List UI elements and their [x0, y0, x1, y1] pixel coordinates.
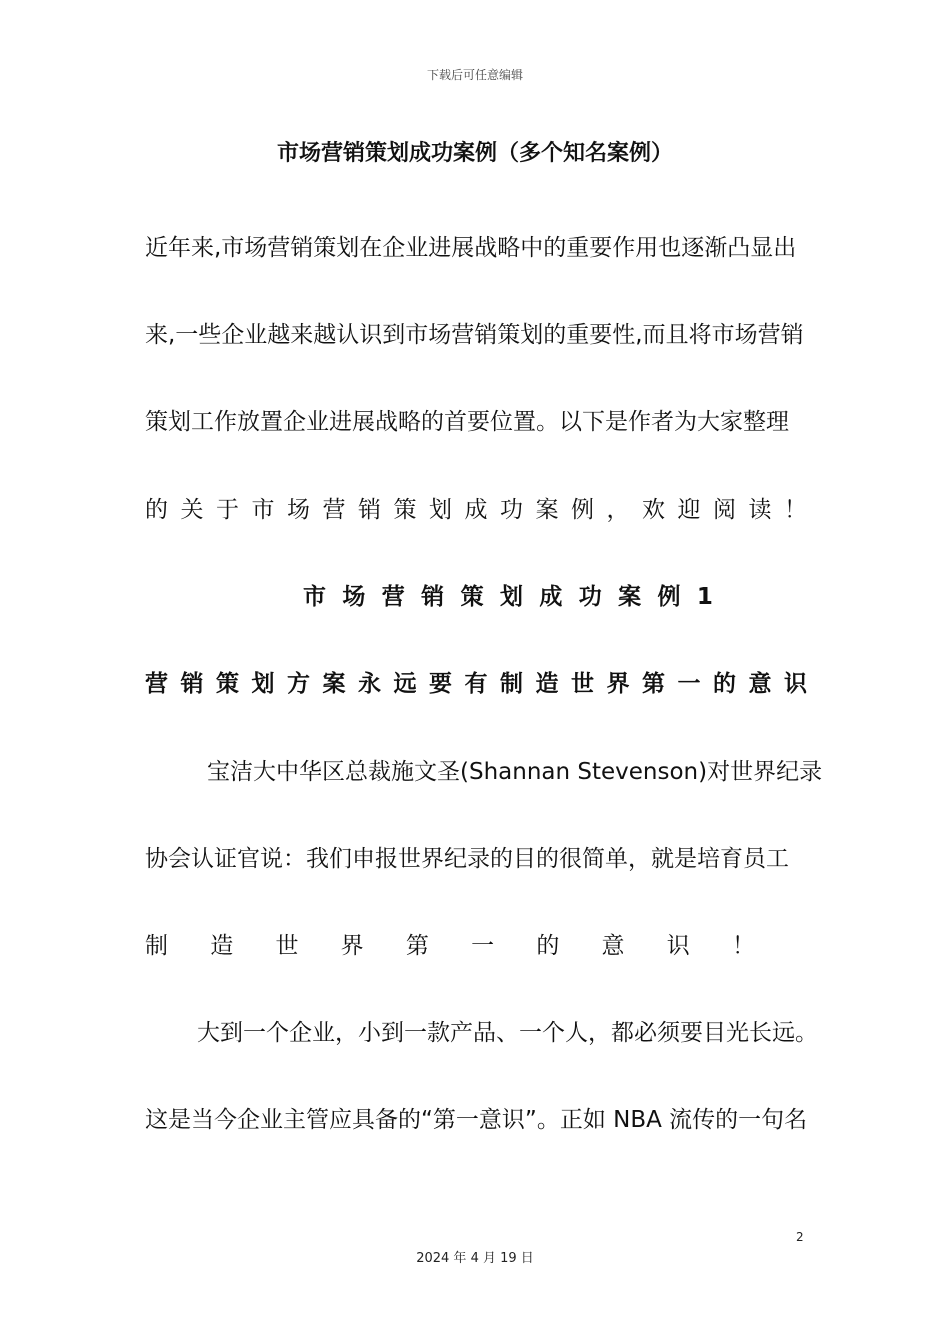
paragraph-1-line-1: 近年来,市场营销策划在企业进展战略中的重要作用也逐渐凸显出 [145, 235, 797, 261]
page-header: 下载后可任意编辑 [426, 68, 523, 82]
section-heading: 市 场 营 销 策 划 成 功 案 例 1 [303, 584, 713, 610]
paragraph-2-line-2: 协会认证官说：我们申报世界纪录的目的很简单，就是培育员工 [145, 846, 789, 872]
paragraph-3-line-1: 大到一个企业，小到一款产品、一个人，都必须要目光长远。 [197, 1020, 818, 1046]
paragraph-1-line-4: 的 关 于 市 场 营 销 策 划 成 功 案 例 ， 欢 迎 阅 读 ！ [145, 497, 807, 523]
paragraph-3-line-2: 这是当今企业主管应具备的“第一意识”。正如 NBA 流传的一句名 [145, 1107, 808, 1133]
paragraph-2-line-3: 制 造 世 界 第 一 的 意 识 ！ [145, 933, 755, 959]
paragraph-2-line-1: 宝洁大中华区总裁施文圣(Shannan Stevenson)对世界纪录 [207, 759, 823, 785]
page-number: 2 [796, 1230, 804, 1244]
paragraph-1-line-2: 来,一些企业越来越认识到市场营销策划的重要性,而且将市场营销 [145, 322, 804, 348]
document-title: 市场营销策划成功案例（多个知名案例） [276, 141, 673, 166]
page-footer-date: 2024 年 4 月 19 日 [416, 1251, 534, 1266]
paragraph-1-line-3: 策划工作放置企业进展战略的首要位置。以下是作者为大家整理 [145, 409, 789, 435]
subheading: 营 销 策 划 方 案 永 远 要 有 制 造 世 界 第 一 的 意 识 [145, 671, 807, 697]
